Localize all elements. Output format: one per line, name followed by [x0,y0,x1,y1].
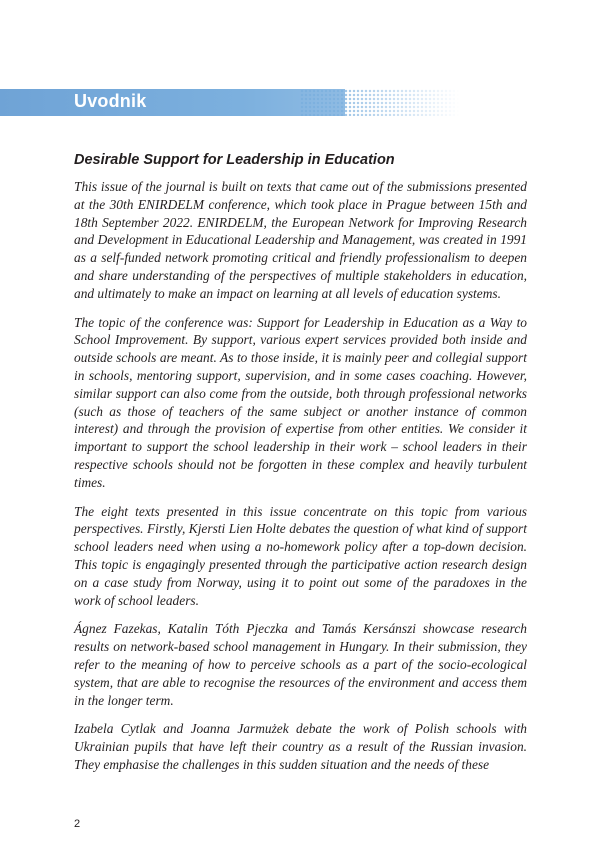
banner-bar [0,89,345,116]
page-number: 2 [74,818,81,830]
section-banner [0,89,600,116]
paragraph: This issue of the journal is built on texts that came out of the submissions presented at the 30th ENIRDELM conference, which took place in Prague between 15th and 18th September 2022. ENIRDELM, the European Network for Improving Research and Development in Educational Leadership and Management, was created in 1991 as a self-funded network promoting critical and friendly professionalism to deepen and share understanding of the perspectives of multiple stakeholders in education, and ultimately to make an impact on learning at all levels of education systems. [74,179,527,301]
section-title: Uvodnik [74,91,147,111]
paragraph: Izabela Cytlak and Joanna Jarmużek debate the work of Polish schools with Ukrainian pupils that have left their country as a result of the Russian invasion. They emphasise the challenges in this sudden situation and the needs of these [74,721,527,772]
paragraph: The eight texts presented in this issue concentrate on this topic from various perspectives. Firstly, Kjersti Lien Holte debates the question of what kind of support school leaders need when using a no-homework policy after a top-down decision. This topic is engagingly presented through the participative action research design on a case study from Norway, using it to point out some of the paradoxes in the work of school leaders. [74,503,527,608]
article-body [74,178,527,785]
article-title: Desirable Support for Leadership in Education [74,152,395,168]
paragraph: The topic of the conference was: Support for Leadership in Education as a Way to School Improvement. By support, various expert services provided both inside and outside schools are meant. As to those inside, it is mainly peer and collegial support in schools, mentoring support, supervision, and in some cases coaching. However, similar support can also come from the outside, both through professional networks (such as those of teachers of the same subject or another instance of common interest) and through the provision of expertise from other entities. We consider it important to support the school leadership in their work – school leaders in their respective schools should not be forgotten in these complex and heavily turbulent times. [74,314,527,490]
banner-dot-pattern [300,89,460,116]
paragraph: Ágnez Fazekas, Katalin Tóth Pjeczka and Tamás Kersánszi showcase research results on network-based school management in Hungary. In their submission, they refer to the meaning of how to perceive schools as a part of the socio-ecological system, that are able to recognise the resources of the environment and access them in the longer term. [74,621,527,708]
